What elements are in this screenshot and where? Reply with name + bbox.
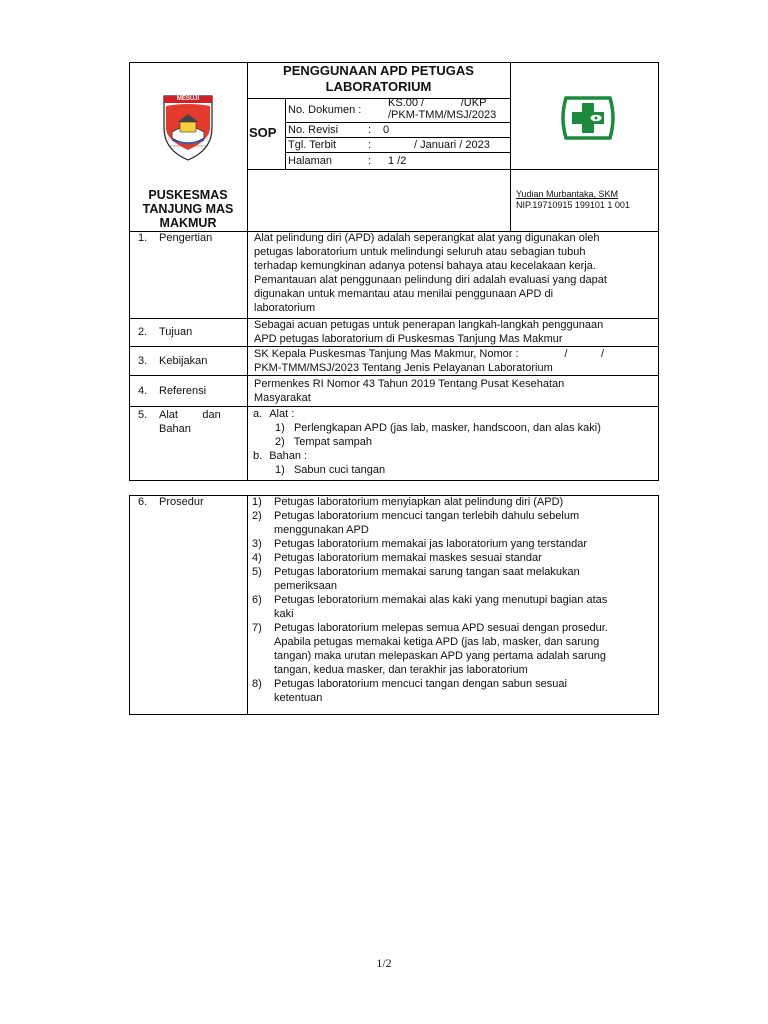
step-number: 4) bbox=[252, 552, 262, 564]
divider bbox=[247, 495, 248, 715]
meta-doc-number-label: No. Dokumen : bbox=[288, 104, 362, 116]
text-line: Pemantauan alat penggunaan pelindung diri adalah evaluasi yang dapat bbox=[254, 274, 607, 286]
step-number: 7) bbox=[252, 622, 262, 634]
section-number: 1. bbox=[138, 232, 148, 244]
signer-name: Yudian Murbantaka, SKM bbox=[516, 189, 619, 199]
list-item bbox=[252, 621, 652, 677]
step-number: 6) bbox=[252, 594, 262, 606]
text-line: Petugas laboratorium menyiapkan alat pelindung diri (APD) bbox=[274, 496, 564, 508]
org-line: MAKMUR bbox=[159, 216, 217, 230]
divider bbox=[247, 231, 248, 481]
text-line: SK Kepala Puskesmas Tanjung Mas Makmur, Nomor : / / bbox=[254, 348, 605, 360]
text-line: terhadap kemungkinan adanya potensi bahaya atau kecelakaan kerja. bbox=[254, 260, 596, 272]
list-item bbox=[252, 593, 652, 621]
section-alat-bahan-text bbox=[253, 407, 653, 477]
meta-issue-date-label: Tgl. Terbit bbox=[288, 139, 337, 151]
text-line: Petugas laboratorium memakai sarung tangan saat melakukan bbox=[274, 566, 580, 578]
text-line: Petugas laboratorium melepas semua APD sesuai dengan prosedur. bbox=[274, 622, 608, 634]
section-kebijakan-label bbox=[138, 354, 207, 368]
text-line: Petugas laboratorium memakai maskes sesuai standar bbox=[274, 552, 542, 564]
list-item: 1) Perlengkapan APD (jas lab, masker, handscoon, dan alas kaki) bbox=[275, 422, 601, 434]
divider bbox=[285, 152, 510, 153]
divider bbox=[510, 62, 511, 232]
section-pengertian-label bbox=[138, 231, 212, 245]
page-number: 1/2 bbox=[376, 956, 392, 970]
meta-page-sep: : bbox=[368, 155, 372, 167]
section-pengertian-text bbox=[254, 231, 650, 315]
section-prosedur-label bbox=[138, 495, 204, 509]
list-item: 1) Sabun cuci tangan bbox=[275, 464, 386, 476]
logo-banner-text: MESUJI bbox=[176, 96, 200, 102]
section-label: Referensi bbox=[159, 385, 207, 397]
meta-revision-value: 0 bbox=[383, 124, 390, 136]
text-line: kaki bbox=[274, 608, 294, 620]
org-line: PUSKESMAS bbox=[148, 188, 228, 202]
puskesmas-logo bbox=[556, 94, 620, 142]
text-line: Petugas laboratorium memakai jas laboratorium yang terstandar bbox=[274, 538, 588, 550]
text-line: Sebagai acuan petugas untuk penerapan langkah-langkah penggunaan bbox=[254, 319, 604, 331]
text-line: APD petugas laboratorium di Puskesmas Tanjung Mas Makmur bbox=[254, 333, 563, 345]
regional-logo bbox=[158, 88, 218, 162]
text-line: ketentuan bbox=[274, 692, 323, 704]
list-marker: a. bbox=[253, 408, 263, 420]
section-label: Pengertian bbox=[159, 232, 213, 244]
section-number: 3. bbox=[138, 355, 148, 367]
step-number: 8) bbox=[252, 678, 262, 690]
step-number: 3) bbox=[252, 538, 262, 550]
section-tujuan-label bbox=[138, 325, 192, 339]
list-item bbox=[252, 565, 652, 593]
text-line: Permenkes RI Nomor 43 Tahun 2019 Tentang Pusat Kesehatan bbox=[254, 378, 565, 390]
list-item: 2) Tempat sampah bbox=[275, 436, 373, 448]
meta-revision-label: No. Revisi bbox=[288, 124, 339, 136]
divider bbox=[129, 375, 659, 376]
prosedur-steps bbox=[252, 495, 652, 705]
text-line: laboratorium bbox=[254, 302, 316, 314]
text-line: Petugas laboratorium mencuci tangan dengan sabun sesuai bbox=[274, 678, 567, 690]
list-marker: b. bbox=[253, 450, 263, 462]
divider bbox=[247, 169, 510, 170]
meta-doc-number-value bbox=[388, 97, 508, 121]
health-cross-icon bbox=[556, 94, 620, 142]
text-line: Alat pelindung diri (APD) adalah seperangkat alat yang digunakan oleh bbox=[254, 232, 600, 244]
text-line: digunakan untuk memantau atau menilai penggunaan APD di bbox=[254, 288, 554, 300]
divider bbox=[510, 169, 659, 170]
organization-name bbox=[129, 188, 247, 230]
text-line: petugas laboratorium untuk melindungi seluruh atau sebagian tubuh bbox=[254, 246, 586, 258]
section-kebijakan-text bbox=[254, 347, 654, 375]
list-item bbox=[252, 509, 652, 537]
doc-number-line: /PKM-TMM/MSJ/2023 bbox=[388, 109, 497, 121]
section-referensi-text bbox=[254, 377, 650, 405]
text-line: Petugas laboratorium mencuci tangan terlebih dahulu sebelum bbox=[274, 510, 580, 522]
step-number: 5) bbox=[252, 566, 262, 578]
text-line: tangan, kedua masker, dan terakhir jas laboratorium bbox=[274, 664, 528, 676]
section-number: 6. bbox=[138, 496, 148, 508]
meta-page-label: Halaman bbox=[288, 155, 333, 167]
text-line: Petugas leboratorium memakai alas kaki yang menutupi bagian atas bbox=[274, 594, 608, 606]
section-referensi-label bbox=[138, 384, 206, 398]
section-number: 2. bbox=[138, 326, 148, 338]
sop-label: SOP bbox=[249, 125, 277, 140]
title-line: LABORATORIUM bbox=[325, 79, 432, 94]
section-number: 4. bbox=[138, 385, 148, 397]
meta-issue-date-sep: : bbox=[368, 139, 372, 151]
signer-nip: NIP.19710915 199101 1 001 bbox=[516, 200, 630, 210]
divider bbox=[285, 98, 286, 169]
doc-number-line: KS.00 / /UKP bbox=[388, 97, 487, 109]
text-line: pemeriksaan bbox=[274, 580, 337, 592]
list-item bbox=[252, 537, 652, 551]
section-tujuan-text bbox=[254, 318, 650, 346]
section-label: Tujuan bbox=[159, 326, 193, 338]
text-line: Masyarakat bbox=[254, 392, 311, 404]
meta-revision-sep: : bbox=[368, 124, 372, 136]
list-item bbox=[252, 551, 652, 565]
document-title bbox=[247, 63, 510, 95]
section-number: 5. bbox=[138, 409, 148, 421]
section-label: Kebijakan bbox=[159, 355, 208, 367]
list-title: Alat : bbox=[269, 408, 295, 420]
text-line: menggunakan APD bbox=[274, 524, 369, 536]
section-label: Prosedur bbox=[159, 496, 204, 508]
text-line: tangan) maka urutan melepaskan APD yang pertama adalah sarung bbox=[274, 650, 607, 662]
list-item bbox=[252, 495, 652, 509]
list-title: Bahan : bbox=[269, 450, 308, 462]
section-label: Bahan bbox=[159, 423, 191, 435]
meta-page-value: 1 /2 bbox=[388, 155, 407, 167]
step-number: 1) bbox=[252, 496, 262, 508]
section-alat-bahan-label bbox=[138, 408, 242, 436]
step-number: 2) bbox=[252, 510, 262, 522]
section-label: Alat dan bbox=[159, 409, 221, 421]
title-line: PENGGUNAAN APD PETUGAS bbox=[283, 63, 474, 78]
meta-issue-date-value: / Januari / 2023 bbox=[414, 139, 490, 151]
list-item bbox=[252, 677, 652, 705]
org-line: TANJUNG MAS bbox=[142, 202, 234, 216]
text-line: PKM-TMM/MSJ/2023 Tentang Jenis Pelayanan Laboratorium bbox=[254, 362, 553, 374]
text-line: Apabila petugas memakai ketiga APD (jas lab, masker, dan sarung bbox=[274, 636, 600, 648]
